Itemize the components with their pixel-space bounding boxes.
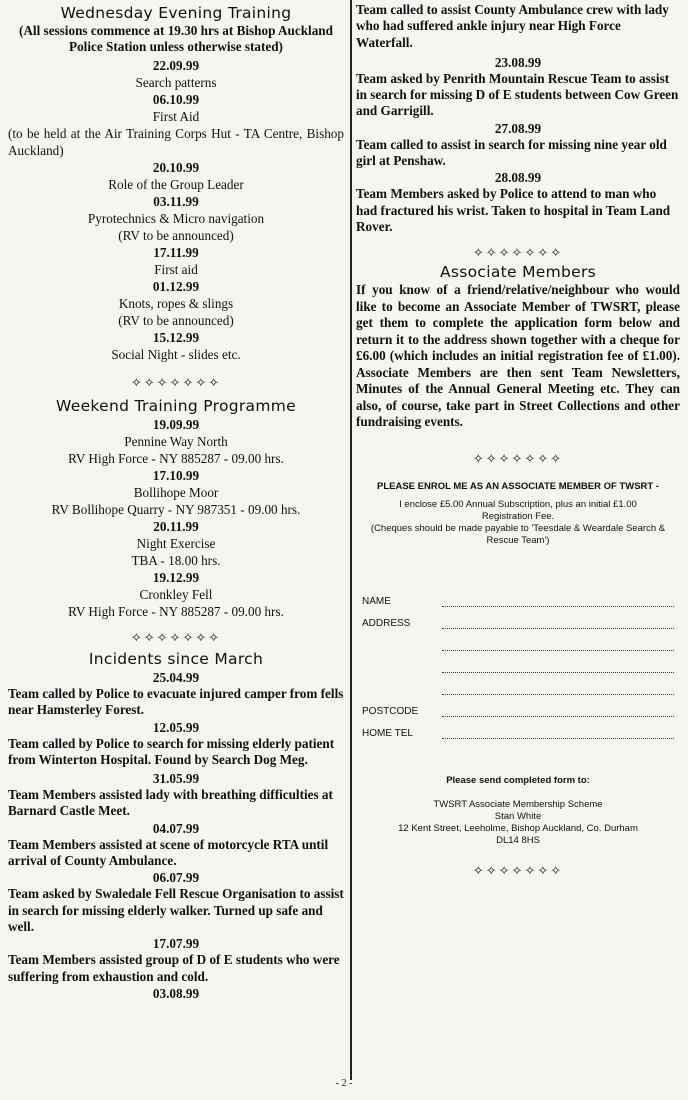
weekend-rv: TBA - 18.00 hrs. [131,553,221,568]
address-line-4[interactable] [362,681,674,695]
incident-date: 06.07.99 [152,870,200,886]
incident-date: 03.08.99 [152,985,200,1001]
hometel-input-line[interactable] [442,730,674,739]
training-rv: (RV to be announced) [118,313,234,328]
form-enclose: I enclose £5.00 Annual Subscription, plus an initial £1.00 Registration Fee. [399,498,637,522]
incident-text: Team Members asked by Police to attend to man who had fractured his wrist. Taken to hospital in Team Land Rover. [356,186,671,234]
address-input-line-4[interactable] [442,686,674,695]
training-date: 17.11.99 [153,245,199,260]
form-cheques: (Cheques should be made payable to 'Teesdale & Weardale Search & Rescue Team') [370,522,666,546]
send-address-line: Stan White [494,810,542,822]
training-topic: Search patterns [135,75,217,90]
right-column [356,2,680,881]
weekend-date: 19.12.99 [152,570,200,585]
weekend-date: 20.11.99 [153,519,199,534]
incident-date: 17.07.99 [152,936,200,952]
weekend-rv: RV High Force - NY 885287 - 09.00 hrs. [68,604,284,619]
weekend-location: Pennine Way North [124,434,228,449]
training-rv: (RV to be announced) [118,228,234,243]
training-date: 03.11.99 [153,194,199,209]
incident-date: 25.04.99 [152,670,200,685]
incident-date: 23.08.99 [494,54,542,70]
address-input-line-3[interactable] [442,664,674,673]
left-column [8,4,344,1002]
training-topic: First aid [154,262,198,277]
send-address-line: DL14 8HS [496,834,540,846]
incident-text: Team asked by Swaledale Fell Rescue Organisation to assist in search for missing elderly walker. Turned up safe and well. [8,886,344,934]
name-label: NAME [362,595,391,607]
training-date: 22.09.99 [152,58,200,73]
weekend-date: 17.10.99 [152,468,200,483]
training-topic: Pyrotechnics & Micro navigation [87,211,265,226]
send-address-line: 12 Kent Street, Leeholme, Bishop Auckland, Co. Durham [398,822,638,834]
address-input-line-2[interactable] [442,642,674,651]
incident-date: 31.05.99 [152,771,200,787]
ornament-divider: ✧✧✧✧✧✧✧ [472,245,564,261]
incident-text: Team Members assisted at scene of motorcycle RTA until arrival of County Ambulance. [8,836,329,869]
address-label: ADDRESS [362,617,411,629]
postcode-label: POSTCODE [362,705,419,717]
weekend-location: Bollihope Moor [133,485,219,500]
training-topic: Knots, ropes & slings [118,296,234,311]
wednesday-note: (All sessions commence at 19.30 hrs at Bishop Auckland Police Station unless otherwise stated) [19,23,333,54]
send-address-line: TWSRT Associate Membership Scheme [433,798,603,810]
hometel-label: HOME TEL [362,727,413,739]
incident-text: Team asked by Penrith Mountain Rescue Team to assist in search for missing D of E students between Cow Green and Garrigill. [356,70,679,119]
name-field[interactable] [362,593,674,607]
form-title: PLEASE ENROL ME AS AN ASSOCIATE MEMBER OF TWSRT - [376,480,660,492]
ornament-divider: ✧✧✧✧✧✧✧ [130,375,222,390]
incident-text: Team called by Police to search for missing elderly patient from Winterton Hospital. Found by Search Dog Meg. [8,735,335,767]
incident-date: 27.08.99 [494,120,542,136]
weekend-date: 19.09.99 [152,417,200,432]
postcode-field[interactable] [362,703,674,717]
incidents-heading: Incidents since March [88,650,264,668]
training-topic: Role of the Group Leader [108,177,244,192]
weekend-rv: RV Bollihope Quarry - NY 987351 - 09.00 hrs. [51,502,301,517]
training-date: 15.12.99 [152,330,200,345]
page-number: - 2 - [335,1078,353,1089]
incident-date: 12.05.99 [152,719,200,735]
column-divider [350,0,352,1080]
weekend-location: Cronkley Fell [139,587,213,602]
send-title: Please send completed form to: [446,774,590,786]
training-venue-note: (to be held at the Air Training Corps Hut - TA Centre, Bishop Auckland) [8,126,344,158]
associate-heading: Associate Members [439,263,597,282]
name-input-line[interactable] [442,598,674,607]
ornament-divider: ✧✧✧✧✧✧✧ [472,450,564,466]
training-date: 06.10.99 [152,92,200,107]
incident-date: 28.08.99 [494,170,542,186]
training-topic: First Aid [152,109,200,124]
address-line-3[interactable] [362,659,674,673]
postcode-input-line[interactable] [442,708,674,717]
incident-date: 04.07.99 [152,820,200,836]
incident-text: Team Members assisted lady with breathing difficulties at Barnard Castle Meet. [8,787,333,819]
incident-text: Team called to assist in search for missing nine year old girl at Penshaw. [356,136,667,169]
address-line-2[interactable] [362,637,674,651]
ornament-divider: ✧✧✧✧✧✧✧ [130,630,222,645]
weekend-rv: RV High Force - NY 885287 - 09.00 hrs. [68,451,284,466]
associate-text: If you know of a friend/relative/neighbour who would like to become an Associate Member of TWSRT, please get them to complete the application form below and return it to the address shown together with a cheque for £6.00 (which includes an initial registration fee of £1.00). Associate Members are then sent Team Newsletters, Minutes of the Annual General Meeting etc. They can also, of course, take part in Street Collections and other fundraising events. [356,282,680,430]
training-date: 20.10.99 [152,160,200,175]
wednesday-heading: Wednesday Evening Training [60,4,292,22]
training-date: 01.12.99 [152,279,200,294]
weekend-location: Night Exercise [136,536,216,551]
address-field[interactable] [362,615,674,629]
enrolment-form [356,481,680,847]
incident-text: Team called to assist County Ambulance crew with lady who had suffered ankle injury near High Force Waterfall. [356,2,669,50]
incident-text: Team Members assisted group of D of E students who were suffering from exhaustion and cold. [8,952,340,984]
hometel-field[interactable] [362,725,674,739]
incident-text: Team called by Police to evacuate injured camper from fells near Hamsterley Forest. [8,686,344,718]
address-input-line[interactable] [442,620,674,629]
ornament-divider: ✧✧✧✧✧✧✧ [472,862,564,878]
training-topic: Social Night - slides etc. [111,347,241,362]
weekend-heading: Weekend Training Programme [56,397,296,415]
